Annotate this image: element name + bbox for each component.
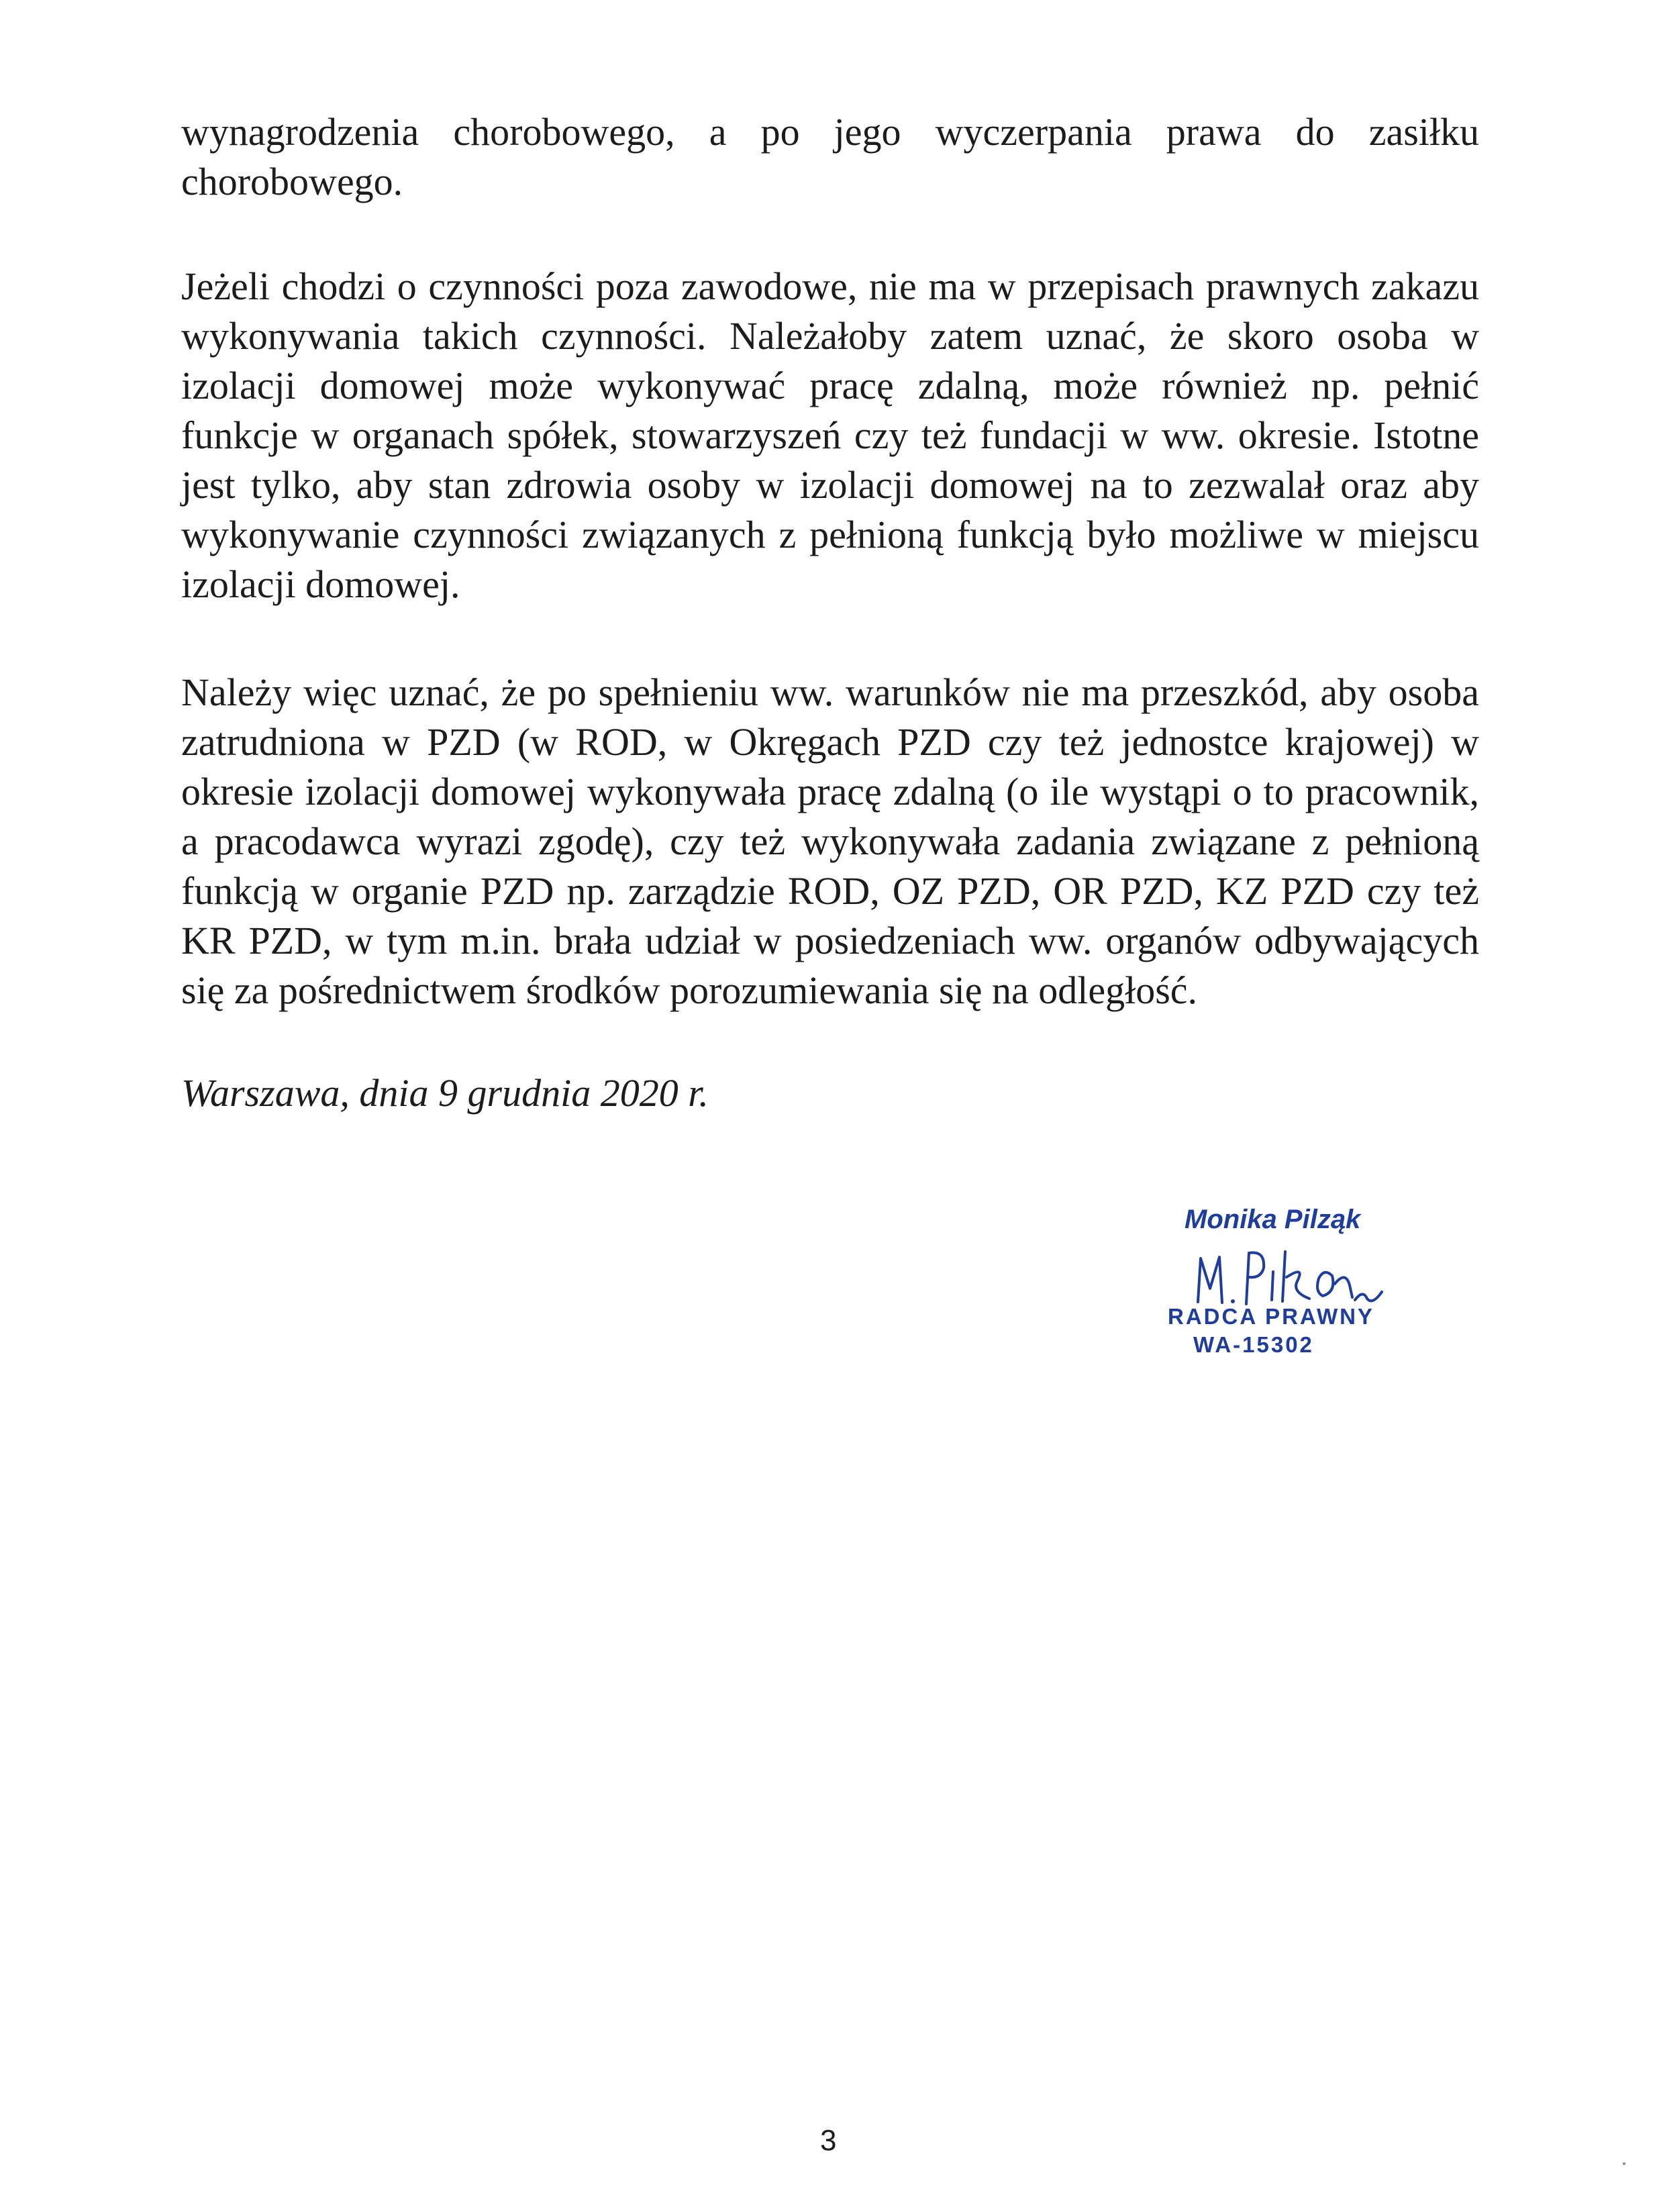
paragraph-line: Jeżeli chodzi o czynności poza zawodowe, nie ma w przepisach prawnych zakazu <box>181 264 1479 308</box>
stamp-registration-number: WA-15302 <box>1193 1332 1314 1357</box>
paragraph-line: izolacji domowej. <box>181 562 460 606</box>
paragraph-line: się za pośrednictwem środków porozumiewania się na odległość. <box>181 968 1198 1012</box>
paragraph-line: a pracodawca wyrazi zgodę), czy też wykonywała zadania związane z pełnioną <box>181 819 1479 863</box>
paragraph-line: wykonywania takich czynności. Należałoby zatem uznać, że skoro osoba w <box>181 314 1479 358</box>
paragraph-line: KR PZD, w tym m.in. brała udział w posiedzeniach ww. organów odbywających <box>181 919 1479 962</box>
paragraph-line: funkcje w organach spółek, stowarzyszeń czy też fundacji w ww. okresie. Istotne <box>181 413 1479 457</box>
paragraph-line: okresie izolacji domowej wykonywała pracę zdalną (o ile wystąpi o to pracownik, <box>181 770 1479 813</box>
stamp-title: RADCA PRAWNY <box>1168 1304 1374 1329</box>
stamp-name: Monika Pilząk <box>1185 1205 1361 1234</box>
paragraph-3 <box>181 668 1479 1015</box>
handwritten-signature <box>1191 1238 1393 1312</box>
paragraph-line: zatrudniona w PZD (w ROD, w Okręgach PZD czy też jednostce krajowej) w <box>181 720 1479 764</box>
paragraph-line: chorobowego. <box>181 160 403 203</box>
paragraph-1 <box>181 107 1479 207</box>
paragraph-line: izolacji domowej może wykonywać pracę zdalną, może również np. pełnić <box>181 364 1479 407</box>
paragraph-line: Należy więc uznać, że po spełnieniu ww. warunków nie ma przeszkód, aby osoba <box>181 670 1479 714</box>
paragraph-line: wykonywanie czynności związanych z pełnioną funkcją było możliwe w miejscu <box>181 513 1479 556</box>
page-number: 3 <box>820 2124 837 2157</box>
paragraph-line: wynagrodzenia chorobowego, a po jego wyczerpania prawa do zasiłku <box>181 110 1479 154</box>
paragraph-line: jest tylko, aby stan zdrowia osoby w izolacji domowej na to zezwalał oraz aby <box>181 463 1479 507</box>
scan-speck <box>1623 2162 1625 2165</box>
paragraph-line: funkcją w organie PZD np. zarządzie ROD, OZ PZD, OR PZD, KZ PZD czy też <box>181 869 1479 913</box>
paragraph-2 <box>181 262 1479 609</box>
place-and-date: Warszawa, dnia 9 grudnia 2020 r. <box>181 1071 709 1115</box>
